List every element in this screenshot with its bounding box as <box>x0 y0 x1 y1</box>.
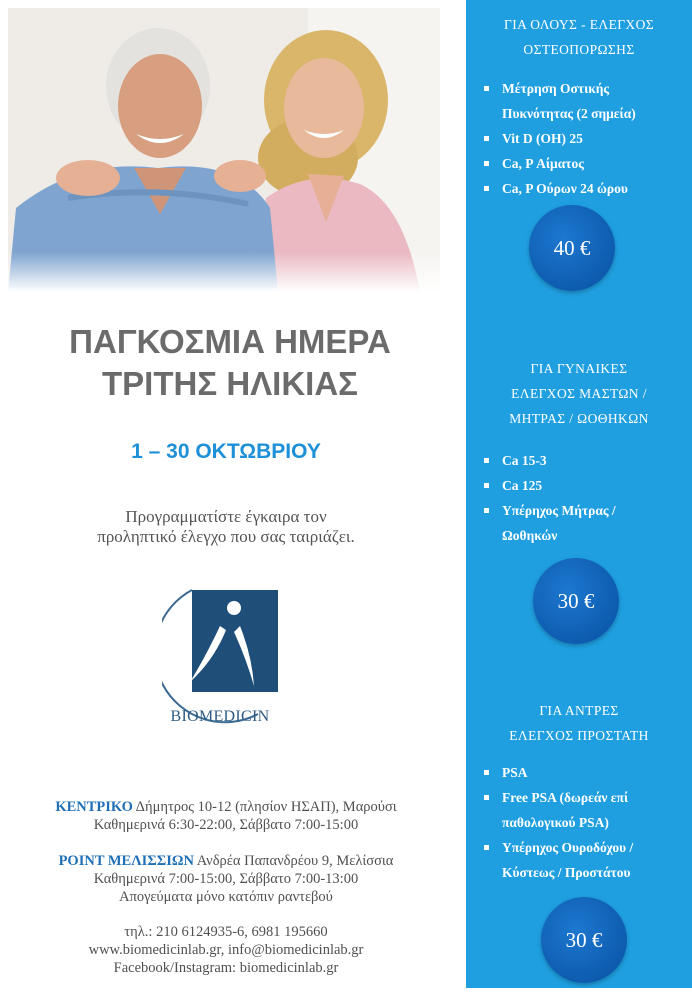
package-3-title-line: ΓΙΑ ΑΝΤΡΕΣ <box>539 703 619 718</box>
package-2-title <box>466 356 692 431</box>
package-1-items <box>484 76 689 201</box>
point-branch-note: Απογεύματα μόνο κατόπιν ραντεβού <box>119 889 333 905</box>
contact-details <box>0 923 452 977</box>
intro-text <box>0 507 452 547</box>
list-item: Vit D (OH) 25 <box>484 126 689 151</box>
campaign-dates: 1 – 30 ΟΚΤΩΒΡΙΟΥ <box>131 440 321 463</box>
point-branch-address-line <box>0 852 452 870</box>
list-item: Free PSA (δωρεάν επί <box>484 785 689 810</box>
main-branch-address: Δήμητρος 10-12 (πλησίον ΗΣΑΠ), Μαρούσι <box>132 799 397 815</box>
package-2-price-badge: 30 € <box>533 558 619 644</box>
intro-line-2: προληπτικό έλεγχο που σας ταιριάζει. <box>97 527 355 546</box>
package-2-title-line: ΕΛΕΓΧΟΣ ΜΑΣΤΩΝ / <box>511 386 647 401</box>
hero-photo <box>8 8 440 292</box>
list-item: PSA <box>484 760 689 785</box>
package-2-title-line: ΓΙΑ ΓΥΝΑΙΚΕΣ <box>530 361 628 376</box>
headline-line-1: ΠΑΓΚΟΣΜΙΑ ΗΜΕΡΑ <box>69 323 391 360</box>
package-3-title-line: ΕΛΕΓΧΟΣ ΠΡΟΣΤΑΤΗ <box>509 728 649 743</box>
list-item: Υπέρηχος Ουροδόχου / <box>484 835 689 860</box>
point-branch-info <box>0 852 452 906</box>
main-branch-hours: Καθημερινά 6:30-22:00, Σάββατο 7:00-15:00 <box>93 817 359 833</box>
point-branch-address: Ανδρέα Παπανδρέου 9, Μελίσσια <box>193 853 394 869</box>
logo-wordmark: BIOMEDICIN <box>170 708 270 725</box>
point-branch-label: POINT ΜΕΛΙΣΣΙΩΝ <box>58 853 194 869</box>
package-3-title <box>466 698 692 748</box>
senior-couple-illustration <box>8 8 440 292</box>
phone-numbers: τηλ.: 210 6124935-6, 6981 195660 <box>124 924 328 940</box>
list-item: Μέτρηση Οστικής <box>484 76 689 101</box>
list-item: Υπέρηχος Μήτρας / <box>484 498 689 523</box>
package-1-title <box>466 12 692 62</box>
package-2-items <box>484 448 689 548</box>
package-3-items <box>484 760 689 885</box>
list-item-continuation: παθολογικού PSA) <box>502 815 609 830</box>
headline-line-2: ΤΡΙΤΗΣ ΗΛΙΚΙΑΣ <box>102 365 358 402</box>
main-branch-label: ΚΕΝΤΡΙΚΟ <box>55 799 133 815</box>
list-item: Ca 125 <box>484 473 689 498</box>
list-item: Ca 15-3 <box>484 448 689 473</box>
point-branch-hours: Καθημερινά 7:00-15:00, Σάββατο 7:00-13:00 <box>93 871 359 887</box>
main-branch-info <box>0 798 452 834</box>
package-3-price-badge: 30 € <box>541 897 627 983</box>
package-1-price-badge: 40 € <box>529 205 615 291</box>
package-1-title-line: ΓΙΑ ΟΛΟΥΣ - ΕΛΕΓΧΟΣ <box>504 17 654 32</box>
list-item: Ca, P Αίματος <box>484 151 689 176</box>
list-item-continuation: Ωοθηκών <box>502 528 558 543</box>
package-2-title-line: ΜΗΤΡΑΣ / ΩΟΘΗΚΩΝ <box>509 411 649 426</box>
intro-line-1: Προγραμματίστε έγκαιρα τον <box>125 507 327 526</box>
list-item-continuation: Κύστεως / Προστάτου <box>502 865 631 880</box>
main-branch-address-line <box>0 798 452 816</box>
list-item-continuation: Πυκνότητας (2 σημεία) <box>502 106 636 121</box>
package-1-title-line: ΟΣΤΕΟΠΟΡΩΣΗΣ <box>523 42 635 57</box>
social-handles: Facebook/Instagram: biomedicinlab.gr <box>113 960 339 976</box>
list-item: Ca, P Ούρων 24 ώρου <box>484 176 689 201</box>
web-and-email: www.biomedicinlab.gr, info@biomedicinlab.gr <box>88 942 364 958</box>
